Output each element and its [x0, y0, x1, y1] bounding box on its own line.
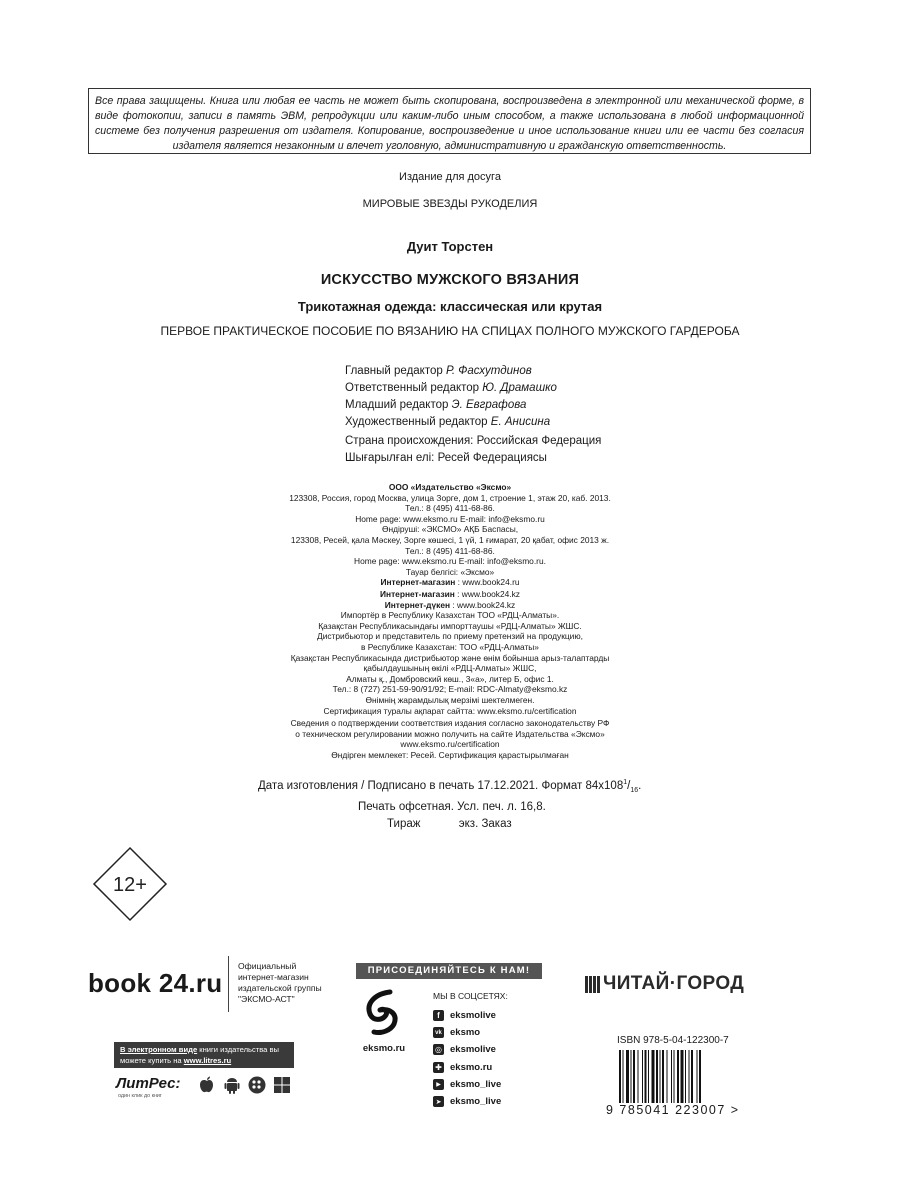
- series-name: МИРОВЫЕ ЗВЕЗДЫ РУКОДЕЛИЯ: [362, 198, 538, 210]
- social-item[interactable]: ▶ eksmo_live: [433, 1076, 501, 1093]
- age-rating-badge: [92, 846, 168, 922]
- divider: [228, 956, 229, 1012]
- rights-notice: Все права защищены. Книга или любая ее часть не может быть скопирована, воспроизведена в электронной или механической форме, в виде фотокопии, записи в память ЭВМ, репродукции или каким-либо иным способом, а также использована в любой информационной системе без получения разрешения от издателя. Копирование, воспроизведение и иное использование книги или ее части без согласия издателя является незаконным и влечет уголовную, административную и гражданскую ответственность.: [88, 88, 811, 154]
- social-item[interactable]: ➤ eksmo_live: [433, 1093, 501, 1110]
- litres-banner: В электронном виде книги издательства вы можете купить на www.litres.ru: [114, 1042, 294, 1068]
- certification-info: Сведения о подтверждении соответствия издания согласно законодательству РФ о техническом регулировании можно получить на сайте Издательства «Эксмо» www.eksmo.ru/certification Өндірген мемлекет: Ресей. Сертификация қарастырылмаған: [290, 718, 610, 760]
- litres-tagline: один клик до книг: [118, 1093, 162, 1099]
- editor-line: Главный редактор Р. Фасхутдинов: [345, 365, 532, 377]
- editor-line: Художественный редактор Е. Анисина: [345, 416, 551, 428]
- publisher-imprint: ООО «Издательство «Эксмо» 123308, Россия, город Москва, улица Зорге, дом 1, строение 1, этаж 20, каб. 2013. Тел.: 8 (495) 411-68-86. Home page: www.eksmo.ru E-mail: info@eksmo.ru Өндіруші: «ЭКСМО» АҚБ Баспасы, 123308, Ресей, қала Мәскеу, Зорге көшесі, 1 үй, 1 ғимарат, 20 қабат, офис 2013 ж. Тел.: 8 (495) 411-68-86. Home page: www.eksmo.ru E-mail: info@eksmo.ru. Тауар белгісі: «Эксмо» Интернет-магазин : www.book24.ru: [289, 482, 611, 588]
- platform-icons: [198, 1076, 298, 1094]
- chitai-gorod-logo: ЧИТАЙ·ГОРОД: [585, 973, 744, 995]
- social-item[interactable]: ◎ eksmolive: [435, 1044, 496, 1056]
- barcode-number: 9 785041 223007 >: [606, 1103, 740, 1117]
- book-description: ПЕРВОЕ ПРАКТИЧЕСКОЕ ПОСОБИЕ ПО ВЯЗАНИЮ НА СПИЦАХ ПОЛНОГО МУЖСКОГО ГАРДЕРОБА: [160, 324, 740, 338]
- instagram-icon: ◎: [433, 1044, 444, 1055]
- country-of-origin: Страна происхождения: Российская Федерация Шығарылған елі: Ресей Федерациясы: [345, 435, 602, 464]
- editors-list: [345, 363, 557, 431]
- print-info: Дата изготовления / Подписано в печать 17.12.2021. Формат $84x108^1/_{16}$. Печать офсетная. Усл. печ. л. 16,8. Тираж экз. Заказ: [258, 779, 642, 831]
- eksmo-logo-icon: [360, 988, 410, 1036]
- author: Дуит Торстен: [406, 239, 494, 254]
- vk-icon: vk: [433, 1027, 444, 1038]
- edition-type: Издание для досуга: [399, 171, 501, 183]
- social-item[interactable]: ✚ eksmo.ru: [433, 1059, 501, 1076]
- book24-logo: book 24.ru: [88, 968, 223, 998]
- youtube-icon: ▶: [433, 1079, 444, 1090]
- blackberry-icon: [248, 1076, 266, 1094]
- social-heading: МЫ В СОЦСЕТЯХ:: [433, 991, 508, 1001]
- age-rating-text: 12+: [113, 874, 147, 896]
- kz-distribution: Интернет-магазин : www.book24.kz Интернет-дүкен : www.book24.kz Импортёр в Республику Казахстан ТОО «РДЦ-Алматы». Қазақстан Республикасындағы импорттаушы «РДЦ-Алматы» ЖШС. Дистрибьютор и представитель по приему претензий на продукцию, в Республике Казахстан: ТОО «РДЦ-Алматы» Қазақстан Республикасында дистрибьютор және өнім бойынша арыз-талаптарды қабылдаушының өкілі «РДЦ-Алматы» ЖШС, Алматы қ., Домбровский көш., 3«а», литер Б, офис 1. Тел.: 8 (727) 251-59-90/91/92; E-mail: RDC-Almaty@eksmo.kz Өнімнің жарамдылық мерзімі шектелмеген. Сертификация туралы ақпарат сайтта: www.eksmo.ru/certification: [290, 589, 610, 716]
- android-icon: [223, 1076, 241, 1094]
- facebook-icon: f: [433, 1010, 444, 1021]
- book24-description: Официальный интернет-магазин издательской группы "ЭКСМО-АСТ": [238, 961, 322, 1004]
- isbn: ISBN 978-5-04-122300-7: [617, 1035, 729, 1046]
- editor-line: Младший редактор Э. Евграфова: [345, 399, 527, 411]
- book-title: ИСКУССТВО МУЖСКОГО ВЯЗАНИЯ: [320, 272, 580, 288]
- litres-logo: ЛитРес:: [116, 1075, 181, 1092]
- book-subtitle: Трикотажная одежда: классическая или крутая: [297, 299, 603, 314]
- eksmo-site: eksmo.ru: [362, 1043, 406, 1054]
- join-banner: ПРИСОЕДИНЯЙТЕСЬ К НАМ!: [356, 963, 542, 979]
- apple-icon: [198, 1076, 216, 1094]
- editor-line: Ответственный редактор Ю. Драмашко: [345, 382, 557, 394]
- windows-icon: [273, 1076, 291, 1094]
- telegram-icon: ➤: [433, 1096, 444, 1107]
- social-item[interactable]: f eksmolive: [433, 1007, 501, 1024]
- social-item[interactable]: vk eksmo: [433, 1024, 501, 1041]
- social-list: [433, 1007, 501, 1110]
- ok-icon: ✚: [433, 1062, 444, 1073]
- chitai-gorod-mark-icon: [585, 976, 601, 993]
